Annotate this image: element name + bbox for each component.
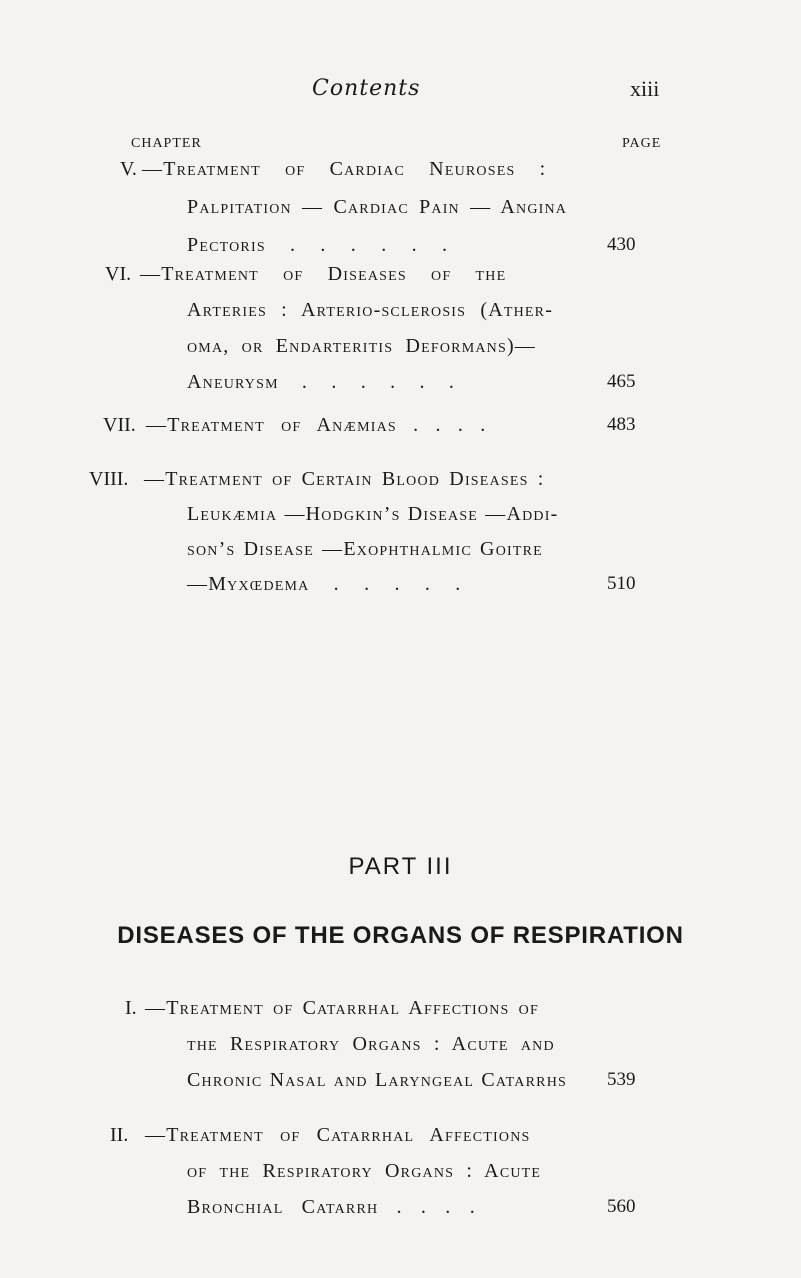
entry-line: Leukæmia —Hodgkin’s Disease —Addi- [187, 503, 559, 525]
page-folio: xiii [630, 76, 660, 101]
entry-line: Pectoris . . . . . . [187, 234, 449, 256]
entry-line: Palpitation — Cardiac Pain — Angina [187, 196, 568, 218]
page-number: 465 [607, 371, 636, 392]
entry-line: —Myxœdema . . . . . [187, 573, 462, 595]
entry-line: —Treatment of Certain Blood Diseases : [144, 468, 545, 490]
running-head [0, 76, 801, 116]
chapter-number: VI. [105, 263, 132, 285]
entry-line: son’s Disease —Exophthalmic Goitre [187, 538, 543, 560]
page-column-heading: PAGE [622, 136, 662, 151]
chapter-number: VIII. [89, 468, 129, 490]
entry-line: —Treatment of Cardiac Neuroses : [142, 158, 547, 180]
chapter-column-heading: CHAPTER [131, 136, 202, 151]
page-number: 430 [607, 234, 636, 255]
page-number: 539 [607, 1069, 636, 1090]
chapter-number: I. [125, 997, 137, 1019]
running-head-title: Contents [312, 76, 421, 101]
entry-line: —Treatment of Diseases of the [140, 263, 507, 285]
entry-line: the Respiratory Organs : Acute and [187, 1033, 555, 1055]
entry-line: —Treatment of Anæmias . . . . [146, 414, 487, 436]
entry-line: Bronchial Catarrh . . . . [187, 1196, 476, 1218]
entry-line: Chronic Nasal and Laryngeal Catarrhs [187, 1069, 567, 1091]
entry-line: of the Respiratory Organs : Acute [187, 1160, 542, 1182]
page-number: 560 [607, 1196, 636, 1217]
entry-line: Aneurysm . . . . . . [187, 371, 456, 393]
chapter-number: II. [110, 1124, 129, 1146]
entry-line: Arteries : Arterio-sclerosis (Ather- [187, 299, 554, 321]
column-headings [0, 136, 801, 156]
entry-line: oma, or Endarteritis Deformans)— [187, 335, 537, 357]
part-title: PART III [348, 853, 453, 880]
chapter-number: VII. [103, 414, 136, 436]
part-subtitle: DISEASES OF THE ORGANS OF RESPIRATION [117, 922, 684, 949]
page-number: 483 [607, 414, 636, 435]
page-number: 510 [607, 573, 636, 594]
chapter-number: V. [120, 158, 137, 180]
entry-line: —Treatment of Catarrhal Affections of [145, 997, 539, 1019]
entry-line: —Treatment of Catarrhal Affections [145, 1124, 531, 1146]
